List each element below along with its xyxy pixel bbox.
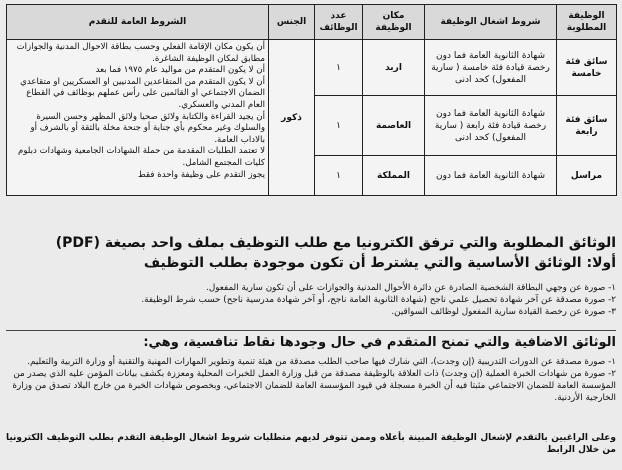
- job-count: ١: [315, 156, 363, 196]
- header-count: عدد الوظائف: [315, 5, 363, 40]
- required-documents-heading: الوثائق المطلوبة والتي ترفق الكترونيا مع طلب التوظيف بملف واحد بصيغة (PDF): [55, 235, 616, 251]
- job-requirements: شهادة الثانوية العامة فما دون رخصة قيادة فئة خامسة ( سارية المفعول) كحد ادنى: [425, 40, 557, 96]
- additional-documents-heading: الوثائق الاضافية والتي تمنح المتقدم في حال وجودها نقاط تنافسية، وهي:: [143, 335, 616, 350]
- job-place: العاصمة: [363, 96, 425, 156]
- job-title: سائق فئة رابعة: [557, 96, 617, 156]
- additional-documents-list: [6, 356, 616, 404]
- header-requirements: شروط اشغال الوظيفة: [425, 5, 557, 40]
- list-item: ٢- صورة من شهادات الخبرة العملية (إن وجدت) ذات العلاقة بالوظيفة مصدقة من قبل وزارة العمل للخبرات المحلية ومعززة بكشف بيانات المؤمن عليه الذي يصدر من المؤسسة العامة للضمان الاجتماعي مثبتا فيه أن الخبرة مسجلة في قيود المؤسسة العامة للضمان الاجتماعي، وبخصوص شهادات الخبرة من خارج البلاد تصدق من وزارة الخارجية الأردنية.: [12, 369, 616, 403]
- condition-item: لا تعتمد الطلبات المقدمة من حملة الشهادات الجامعية وشهادات دبلوم كليات المجتمع الشامل.: [18, 146, 265, 168]
- gender-cell: ذكور: [269, 40, 315, 196]
- general-conditions: [7, 40, 269, 196]
- header-conditions: الشروط العامة للتقدم: [7, 5, 269, 40]
- job-requirements: شهادة الثانوية العامة فما دون: [425, 156, 557, 196]
- job-title: سائق فئة خامسة: [557, 40, 617, 96]
- header-gender: الجنس: [269, 5, 315, 40]
- job-title: مراسل: [557, 156, 617, 196]
- divider: [6, 330, 616, 331]
- header-place: مكان الوظيفة: [363, 5, 425, 40]
- job-count: ١: [315, 96, 363, 156]
- basic-documents-heading: أولا: الوثائق الأساسية والتي يشترط أن تكون موجودة بطلب التوظيف: [143, 255, 616, 271]
- job-count: ١: [315, 40, 363, 96]
- table-header-row: [7, 5, 617, 40]
- condition-item: يجوز التقدم على وظيفة واحدة فقط: [137, 169, 265, 180]
- jobs-table: [6, 4, 617, 196]
- condition-item: أن يكون مكان الإقامة الفعلي وحسب بطاقة الاحوال المدنية والجوازات مطابق لمكان الوظيفة الشاغرة.: [16, 42, 265, 64]
- condition-item: أن لا يكون المتقدم من مواليد عام ١٩٧٥ فما بعد: [95, 65, 265, 76]
- job-place: المملكة: [363, 156, 425, 196]
- job-requirements: شهادة الثانوية العامة فما دون رخصة قيادة فئة رابعة ( سارية المفعول) كحد ادنى: [425, 96, 557, 156]
- basic-documents-list: [6, 282, 616, 318]
- list-item: ١- صورة عن وجهي البطاقة الشخصية الصادرة عن دائرة الأحوال المدنية والجوازات على أن تكون سارية المفعول.: [206, 283, 616, 293]
- condition-item: أن لا يكون المتقدم من المتقاعدين المدنيين او العسكريين او متقاعدي الضمان الاجتماعي او القائمين على رأس عملهم بوظائف في القطاع العام المدني والعسكري.: [20, 76, 265, 110]
- list-item: ٢- صورة مصدقة عن آخر شهادة تحصيل علمي ناجح (شهادة الثانوية العامة ناجح، أو آخر شهادة مدرسية ناجح) حسب شرط الوظيفة.: [141, 295, 616, 305]
- job-place: اربد: [363, 40, 425, 96]
- condition-item: أن يجيد القراءة والكتابة ولائق صحيا ولائق المظهر وحسن السيرة والسلوك وغير محكوم بأي جناية أو جنحة مخلة بالثقة أو بالشرف أو بالاداب العامة.: [30, 111, 265, 145]
- table-row: [7, 40, 617, 96]
- list-item: ٣- صورة عن رخصة القيادة سارية المفعول لوظائف السواقين.: [391, 307, 616, 317]
- list-item: ١- صورة مصدقة عن الدورات التدريبية (إن وجدت)، التي شارك فيها صاحب الطلب مصدقة من هيئة تنمية وتطوير المهارات المهنية والتقنية أو وزارة التربية والتعليم.: [27, 357, 616, 367]
- application-instructions: وعلى الراغبين بالتقدم لإشغال الوظيفة المبينة بأعلاه وممن تتوفر لديهم متطلبات شروط اشغال الوظيفة التقدم بطلب التوظيف الكترونيا من خلال الرابط: [6, 433, 616, 455]
- header-job: الوظيفة المطلوبة: [557, 5, 617, 40]
